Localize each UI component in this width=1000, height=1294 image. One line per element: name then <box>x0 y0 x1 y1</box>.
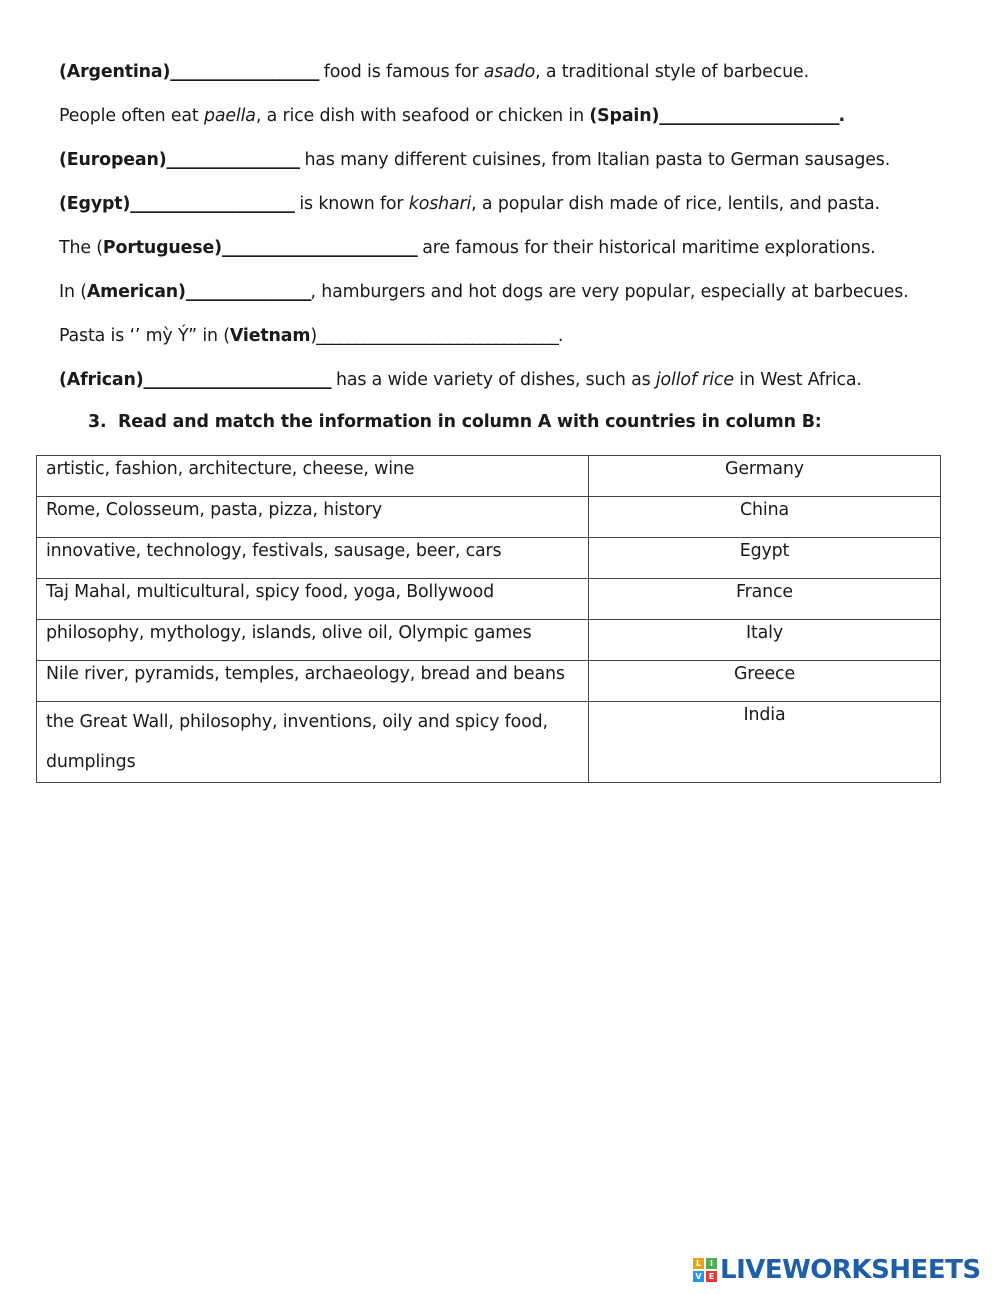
dish-name: paella <box>203 106 256 126</box>
table-row <box>37 620 941 661</box>
answer-blank[interactable]: _____________________ <box>130 194 294 214</box>
logo-letter: I <box>706 1258 717 1269</box>
column-a-cell[interactable]: philosophy, mythology, islands, olive oil, Olympic games <box>37 620 589 661</box>
answer-blank[interactable]: ________________ <box>185 282 311 302</box>
logo-text: LIVEWORKSHEETS <box>720 1255 981 1285</box>
answer-blank[interactable]: _________________________ <box>221 238 417 258</box>
sentence-african <box>59 370 862 390</box>
column-a-cell[interactable]: Rome, Colosseum, pasta, pizza, history <box>37 497 589 538</box>
country-hint: (Spain) <box>589 106 660 126</box>
answer-blank[interactable]: _________________ <box>166 150 300 170</box>
matching-table <box>36 455 941 783</box>
country-hint: (European) <box>59 150 167 170</box>
logo-letter: L <box>693 1258 704 1269</box>
sentence-egypt <box>59 194 880 214</box>
sentence-text: In ( <box>59 282 87 302</box>
answer-blank[interactable]: ________________________ <box>143 370 331 390</box>
dish-name: asado <box>483 62 536 82</box>
sentence-european <box>59 150 890 170</box>
country-hint: (Argentina) <box>59 62 171 82</box>
sentence-portuguese <box>59 238 875 258</box>
sentence-text: food is famous for <box>318 62 484 82</box>
dish-name: koshari <box>408 194 472 214</box>
column-b-cell[interactable]: France <box>589 579 941 620</box>
column-a-cell[interactable] <box>37 702 589 783</box>
column-a-cell[interactable]: Taj Mahal, multicultural, spicy food, yoga, Bollywood <box>37 579 589 620</box>
logo-mark-icon <box>693 1258 717 1282</box>
sentence-text: is known for <box>293 194 409 214</box>
sentence-text: , a popular dish made of rice, lentils, and pasta. <box>471 194 880 214</box>
sentence-text: has many different cuisines, from Italian pasta to German sausages. <box>299 150 891 170</box>
sentence-text: , a traditional style of barbecue. <box>535 62 809 82</box>
table-row <box>37 702 941 783</box>
column-a-cell[interactable]: artistic, fashion, architecture, cheese, wine <box>37 456 589 497</box>
sentence-text: , hamburgers and hot dogs are very popular, especially at barbecues. <box>310 282 909 302</box>
liveworksheets-logo <box>693 1255 981 1285</box>
column-a-cell[interactable]: Nile river, pyramids, temples, archaeology, bread and beans <box>37 661 589 702</box>
sentence-text: are famous for their historical maritime explorations. <box>416 238 876 258</box>
column-b-cell[interactable]: Egypt <box>589 538 941 579</box>
answer-blank[interactable]: )_______________________________. <box>310 326 563 346</box>
cell-line: the Great Wall, philosophy, inventions, oily and spicy food, <box>46 712 548 732</box>
sentence-text: , a rice dish with seafood or chicken in <box>255 106 590 126</box>
answer-blank[interactable]: ___________________ <box>170 62 319 82</box>
table-row <box>37 579 941 620</box>
logo-letter: E <box>706 1271 717 1282</box>
country-hint: Vietnam <box>229 326 311 346</box>
sentence-american <box>59 282 909 302</box>
column-b-cell[interactable]: Greece <box>589 661 941 702</box>
table-row <box>37 661 941 702</box>
table-row <box>37 456 941 497</box>
column-b-cell[interactable]: Germany <box>589 456 941 497</box>
cell-line: dumplings <box>46 752 136 772</box>
sentence-text: People often eat <box>59 106 204 126</box>
sentence-text: The ( <box>59 238 103 258</box>
country-hint: (African) <box>59 370 144 390</box>
sentence-text: has a wide variety of dishes, such as <box>330 370 656 390</box>
column-b-cell[interactable]: China <box>589 497 941 538</box>
logo-letter: V <box>693 1271 704 1282</box>
sentence-spain <box>59 106 844 126</box>
dish-name: jollof rice <box>655 370 734 390</box>
exercise-number: 3. <box>88 412 107 432</box>
country-hint: Portuguese) <box>102 238 222 258</box>
sentence-vietnam <box>59 326 563 346</box>
country-hint: (Egypt) <box>59 194 131 214</box>
exercise-heading <box>88 412 822 432</box>
sentence-text: Pasta is ‘’ mỳ Ý” in ( <box>59 326 230 346</box>
answer-blank[interactable]: _______________________. <box>659 106 845 126</box>
column-b-cell[interactable]: Italy <box>589 620 941 661</box>
column-b-cell[interactable]: India <box>589 702 941 783</box>
country-hint: American) <box>86 282 186 302</box>
exercise-title: Read and match the information in column A with countries in column B: <box>118 412 822 432</box>
sentence-text: in West Africa. <box>733 370 862 390</box>
table-row <box>37 497 941 538</box>
table-row <box>37 538 941 579</box>
column-a-cell[interactable]: innovative, technology, festivals, sausage, beer, cars <box>37 538 589 579</box>
sentence-argentina <box>59 62 809 82</box>
